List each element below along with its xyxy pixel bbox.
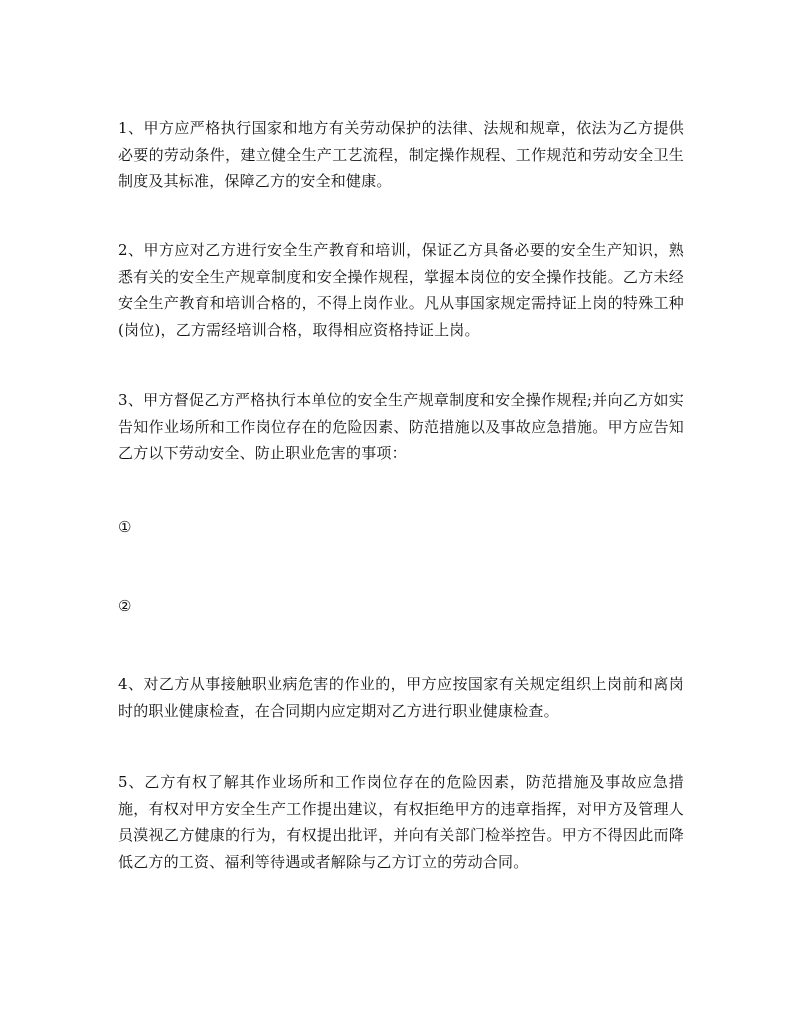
- paragraph-3: 3、甲方督促乙方严格执行本单位的安全生产规章制度和安全操作规程;并向乙方如实告知作业场所和工作岗位存在的危险因素、防范措施以及事故应急措施。甲方应告知乙方以下劳动安全、防止职业危害的事项：: [118, 391, 684, 462]
- paragraph-2: 2、甲方应对乙方进行安全生产教育和培训，保证乙方具备必要的安全生产知识，熟悉有关的安全生产规章制度和安全操作规程，掌握本岗位的安全操作技能。乙方未经安全生产教育和培训合格的，不得上岗作业。凡从事国家规定需持证上岗的特殊工种(岗位)，乙方需经培训合格，取得相应资格持证上岗。: [118, 241, 684, 339]
- paragraph-5: 5、乙方有权了解其作业场所和工作岗位存在的危险因素，防范措施及事故应急措施，有权对甲方安全生产工作提出建议，有权拒绝甲方的违章指挥，对甲方及管理人员漠视乙方健康的行为，有权提出批评，并向有关部门检举控告。甲方不得因此而降低乙方的工资、福利等待遇或者解除与乙方订立的劳动合同。: [118, 773, 684, 871]
- paragraph-4: 4、对乙方从事接触职业病危害的作业的，甲方应按国家有关规定组织上岗前和离岗时的职业健康检查，在合同期内应定期对乙方进行职业健康检查。: [118, 675, 684, 720]
- paragraph-1: 1、甲方应严格执行国家和地方有关劳动保护的法律、法规和规章，依法为乙方提供必要的劳动条件，建立健全生产工艺流程，制定操作规程、工作规范和劳动安全卫生制度及其标准，保障乙方的安全和健康。: [118, 119, 684, 190]
- list-marker-2: ②: [118, 597, 132, 615]
- list-marker-1: ①: [118, 518, 132, 536]
